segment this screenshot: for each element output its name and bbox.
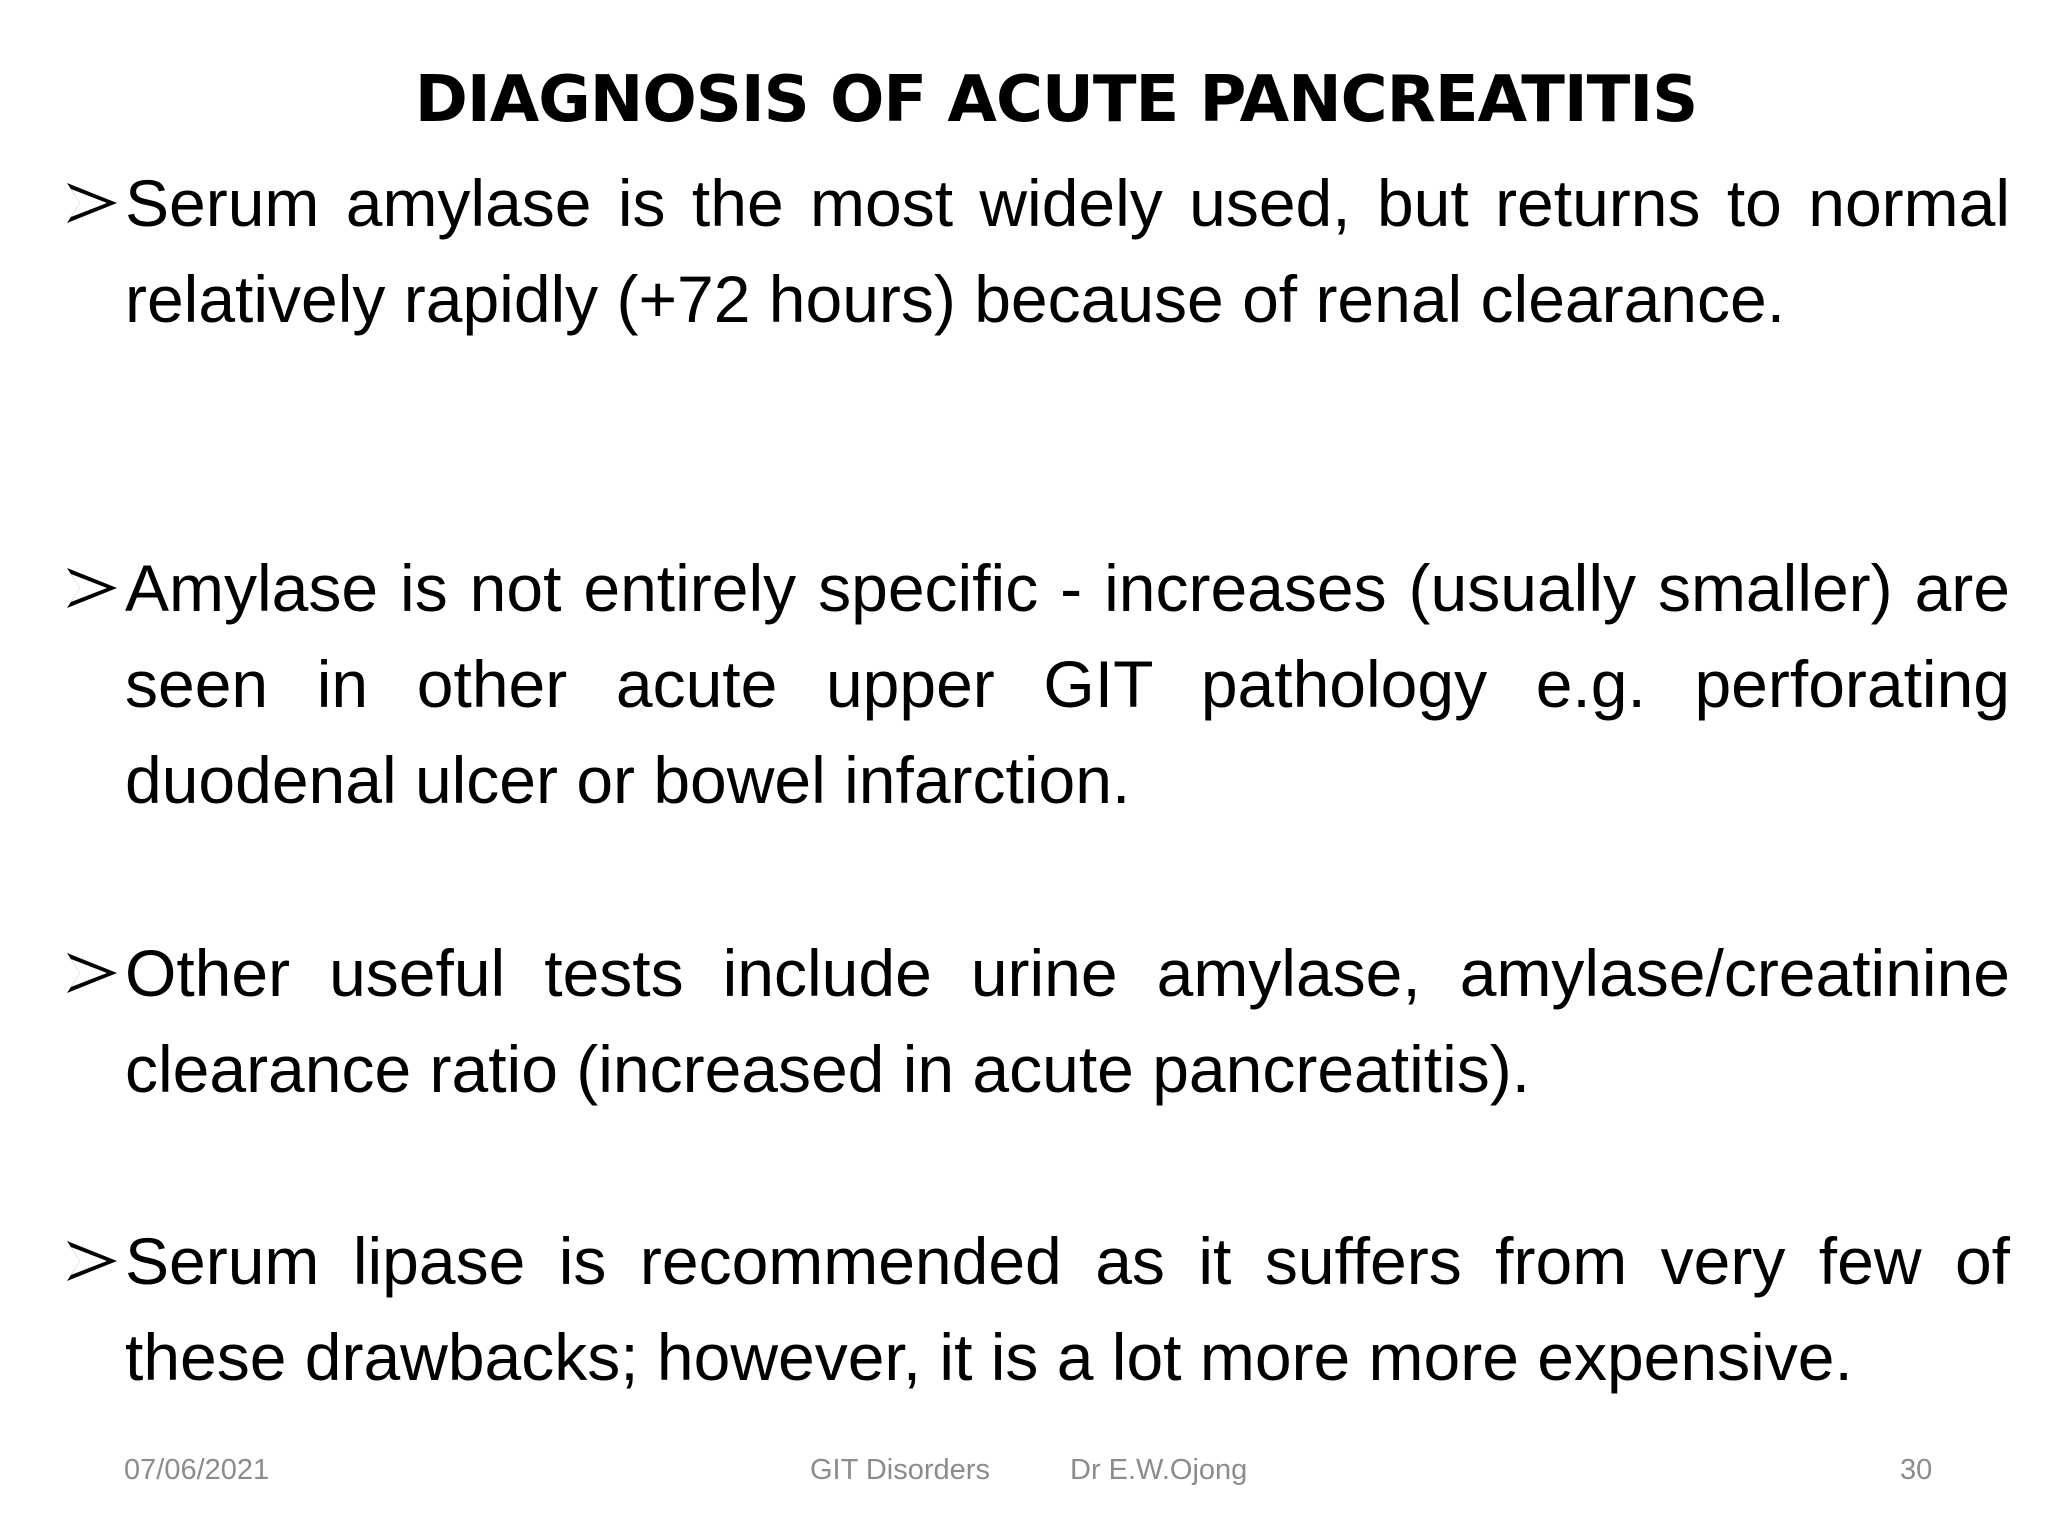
footer-page-number: 30 xyxy=(1900,1454,1933,1486)
bullet-text: Amylase is not entirely specific - increases (usually smaller) are seen in other acute upper GIT pathology e.g. perforating duodenal ulcer or bowel infarction. xyxy=(125,551,2010,817)
bullet-text: Serum lipase is recommended as it suffers from very few of these drawbacks; however, it is a lot more more expensive. xyxy=(125,1224,2010,1394)
bullet-item xyxy=(125,1213,2010,1405)
arrowhead-bullet-icon xyxy=(65,566,119,610)
bullet-item xyxy=(125,155,2010,347)
bullet-item xyxy=(125,540,2010,828)
footer-author: Dr E.W.Ojong xyxy=(1070,1454,1248,1486)
slide-title: DIAGNOSIS OF ACUTE PANCREATITIS xyxy=(414,63,1698,137)
arrowhead-bullet-icon xyxy=(65,951,119,995)
bullet-text: Other useful tests include urine amylase, amylase/creatinine clearance ratio (increased in acute pancreatitis). xyxy=(125,936,2010,1106)
bullet-text: Serum amylase is the most widely used, but returns to normal relatively rapidly (+72 hours) because of renal clearance. xyxy=(125,166,2010,336)
bullet-item xyxy=(125,925,2010,1117)
footer-date: 07/06/2021 xyxy=(124,1454,270,1486)
arrowhead-bullet-icon xyxy=(65,1239,119,1283)
arrowhead-bullet-icon xyxy=(65,181,119,225)
footer-course: GIT Disorders xyxy=(810,1454,990,1486)
